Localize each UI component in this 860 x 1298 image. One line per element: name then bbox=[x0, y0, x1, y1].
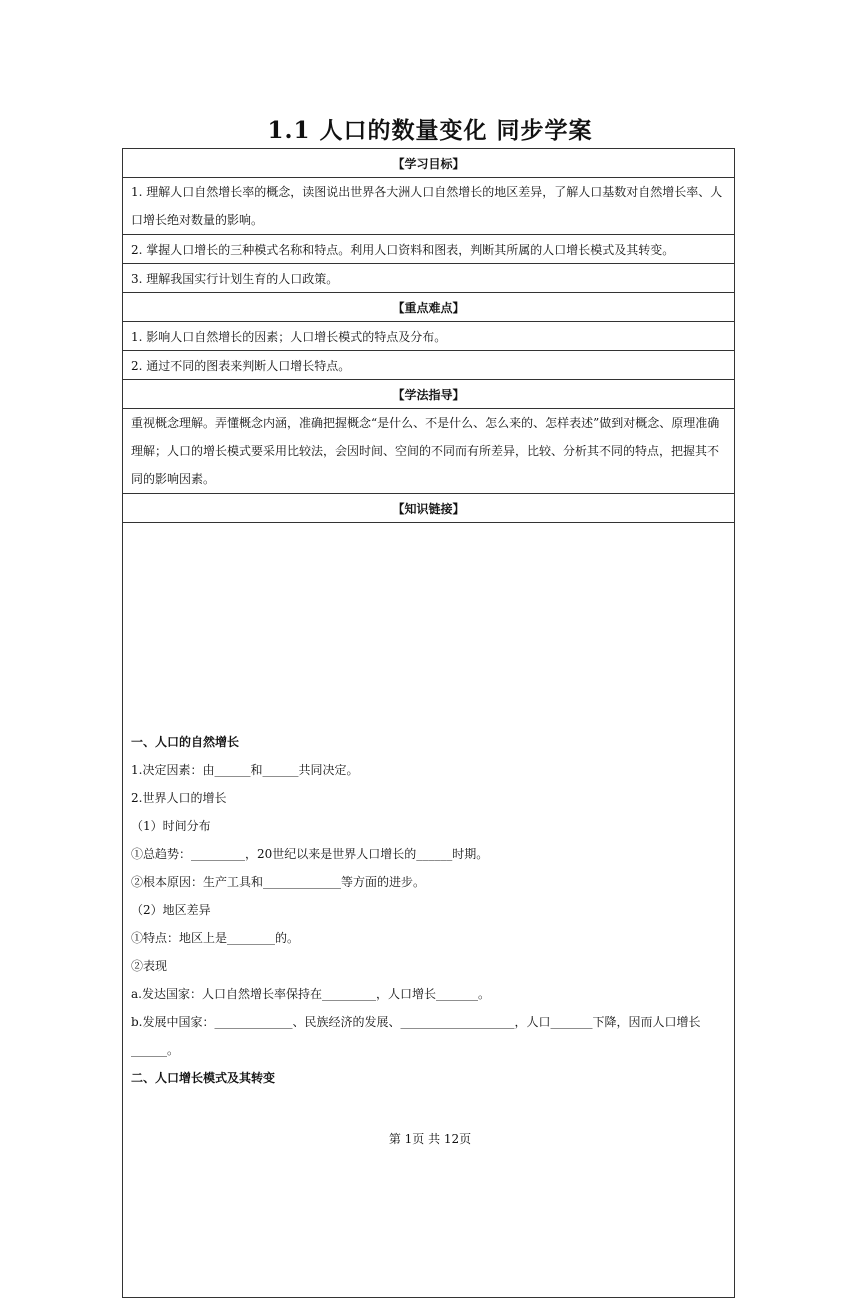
goal-item-2: 2. 掌握人口增长的三种模式名称和特点。利用人口资料和图表，判断其所属的人口增长模式及其转变。 bbox=[123, 235, 735, 264]
method-text: 重视概念理解。弄懂概念内涵，准确把握概念“是什么、不是什么、怎么来的、怎样表述”做到对概念、原理准确理解；人口的增长模式要采用比较法，会因时间、空间的不同而有所差异，比较、分析其不同的特点，把握其不同的影响因素。 bbox=[123, 409, 735, 494]
knowledge-line-3: （1）时间分布 bbox=[131, 819, 211, 833]
knowledge-line-4: ①总趋势：_________，20世纪以来是世界人口增长的______时期。 bbox=[131, 847, 489, 861]
key-header: 【重点难点】 bbox=[123, 293, 735, 322]
key-row-1 bbox=[123, 322, 735, 351]
goal-item-1: 1. 理解人口自然增长率的概念，读图说出世界各大洲人口自然增长的地区差异，了解人口基数对自然增长率、人口增长绝对数量的影响。 bbox=[123, 178, 735, 235]
part2-title: 二、人口增长模式及其转变 bbox=[131, 1071, 276, 1085]
knowledge-line-8: ②表现 bbox=[131, 959, 168, 973]
goal-row-2 bbox=[123, 235, 735, 264]
document-title: 1.1 人口的数量变化 同步学案 bbox=[267, 117, 593, 144]
goal-row-1 bbox=[123, 178, 735, 235]
knowledge-header-row bbox=[123, 494, 735, 523]
knowledge-line-10: b.发展中国家：_____________、民族经济的发展、___________________，人口_______下降，因而人口增长______。 bbox=[131, 1015, 701, 1057]
knowledge-line-5: ②根本原因：生产工具和_____________等方面的进步。 bbox=[131, 875, 426, 889]
key-item-2: 2. 通过不同的图表来判断人口增长特点。 bbox=[123, 351, 735, 380]
knowledge-line-6: （2）地区差异 bbox=[131, 903, 211, 917]
knowledge-line-1: 1.决定因素：由______和______共同决定。 bbox=[131, 763, 359, 777]
study-plan-table bbox=[122, 148, 735, 1298]
goals-header-row bbox=[123, 149, 735, 178]
knowledge-line-7: ①特点：地区上是________的。 bbox=[131, 931, 300, 945]
method-header-row bbox=[123, 380, 735, 409]
page-footer: 第 1页 共 12页 bbox=[388, 1132, 472, 1146]
knowledge-line-9: a.发达国家：人口自然增长率保持在_________，人口增长_______。 bbox=[131, 987, 490, 1001]
goals-header: 【学习目标】 bbox=[123, 149, 735, 178]
method-header: 【学法指导】 bbox=[123, 380, 735, 409]
key-row-2 bbox=[123, 351, 735, 380]
goal-item-3: 3. 理解我国实行计划生育的人口政策。 bbox=[123, 264, 735, 293]
knowledge-header: 【知识链接】 bbox=[123, 494, 735, 523]
knowledge-body bbox=[123, 523, 735, 1298]
knowledge-line-2: 2.世界人口的增长 bbox=[131, 791, 227, 805]
goal-row-3 bbox=[123, 264, 735, 293]
part1-title: 一、人口的自然增长 bbox=[131, 735, 240, 749]
method-row bbox=[123, 409, 735, 494]
knowledge-row bbox=[123, 523, 735, 1298]
key-item-1: 1. 影响人口自然增长的因素；人口增长模式的特点及分布。 bbox=[123, 322, 735, 351]
key-header-row bbox=[123, 293, 735, 322]
